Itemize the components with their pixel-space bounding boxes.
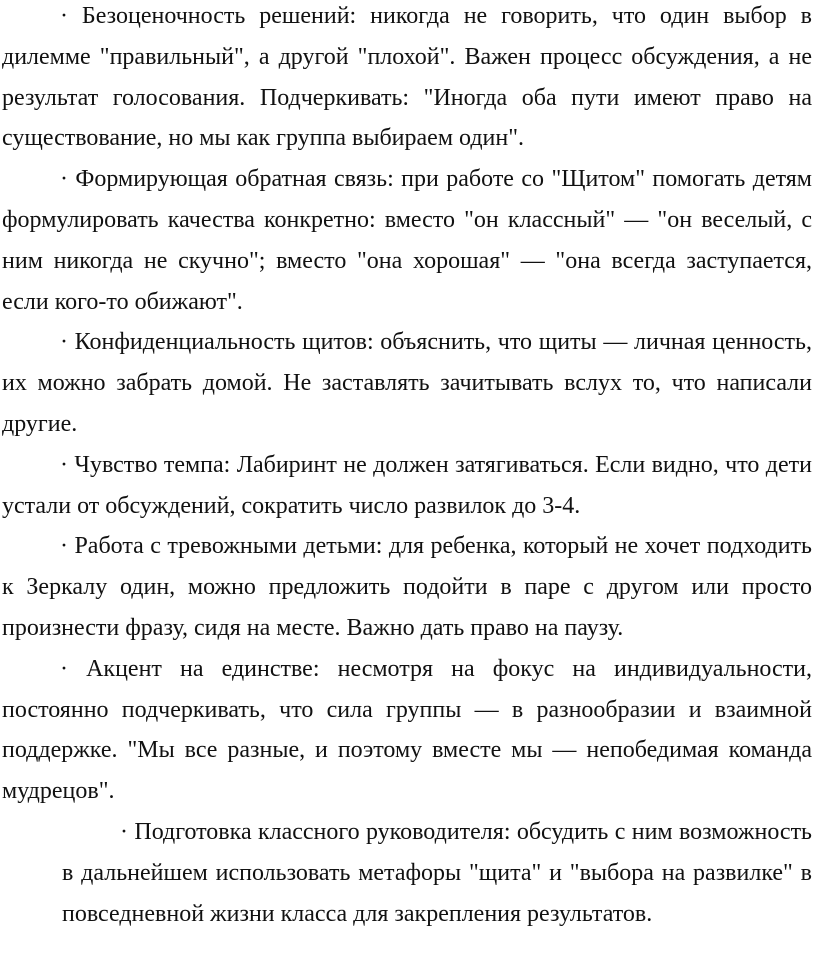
paragraph-unity-emphasis: · Акцент на единстве: несмотря на фокус на индивидуальности, постоянно подчеркивать, что сила группы — в разнообразии и взаимной поддержке. "Мы все разные, и поэтому вместе мы — непобедимая команда мудрецов". xyxy=(2,655,812,805)
paragraph-sense-of-pace: · Чувство темпа: Лабиринт не должен затягиваться. Если видно, что дети устали от обсуждений, сократить число развилок до 3-4. xyxy=(2,451,812,519)
paragraph-non-judgmental-decisions: · Безоценочность решений: никогда не говорить, что один выбор в дилемме "правильный", а другой "плохой". Важен процесс обсуждения, а не результат голосования. Подчеркивать: "Иногда оба пути имеют право на существование, но мы как группа выбираем один". xyxy=(2,3,812,152)
paragraph-class-teacher-preparation: · Подготовка классного руководителя: обсудить с ним возможность в дальнейшем использовать метафоры "щита" и "выбора на развилке" в повседневной жизни класса для закрепления результатов. xyxy=(62,818,812,927)
paragraph-shield-confidentiality: · Конфиденциальность щитов: объяснить, что щиты — личная ценность, их можно забрать домой. Не заставлять зачитывать вслух то, что написали другие. xyxy=(2,329,812,437)
paragraph-formative-feedback: · Формирующая обратная связь: при работе со "Щитом" помогать детям формулировать качества конкретно: вместо "он классный" — "он веселый, с ним никогда не скучно"; вместо "она хорошая" — "она всегда заступается, если кого-то обижают". xyxy=(2,166,812,315)
paragraph-anxious-children: · Работа с тревожными детьми: для ребенка, который не хочет подходить к Зеркалу один, можно предложить подойти в паре с другом или просто произнести фразу, сидя на месте. Важно дать право на паузу. xyxy=(2,533,812,641)
